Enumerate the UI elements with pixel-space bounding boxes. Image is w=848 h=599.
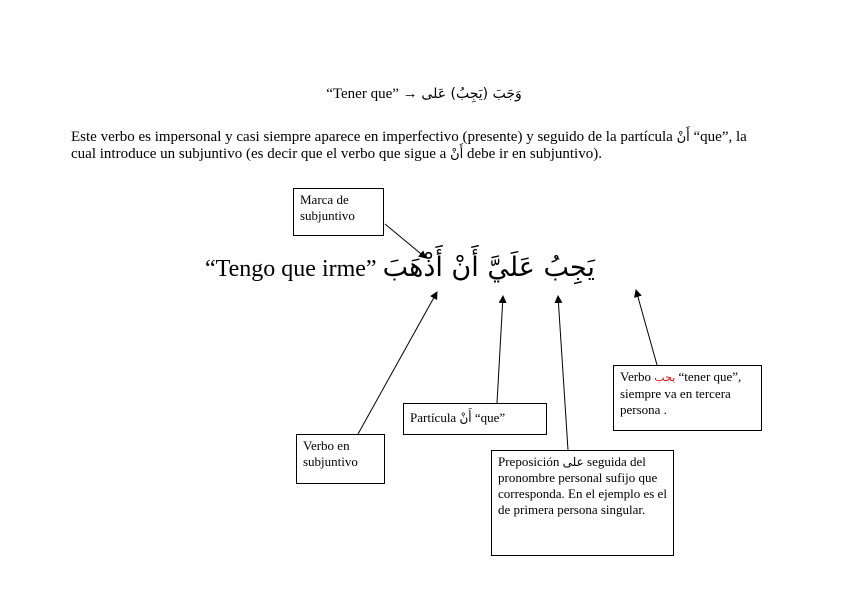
para-an1: أَنْ xyxy=(676,130,690,145)
label-verbo-tener xyxy=(613,365,762,431)
para-part3: debe ir en subjuntivo). xyxy=(463,146,602,162)
particula-b: “que” xyxy=(471,410,506,425)
para-an2: أَنْ xyxy=(450,147,464,162)
arrow-particula xyxy=(497,296,503,403)
verbo-tener-ar: يجب xyxy=(654,371,676,384)
arrow-verbo-tener xyxy=(636,290,657,365)
label-preposicion xyxy=(491,450,674,556)
preposicion-b: seguida del pronombre personal sufijo que corresponda. En el ejemplo es el de primera persona singular. xyxy=(498,454,667,517)
example-arabic: يَجِبُ عَلَيَّ أَنْ أَذْهَبَ xyxy=(382,252,595,283)
example-spanish: “Tengo que irme” xyxy=(205,256,383,282)
label-marca-text: Marca de subjuntivo xyxy=(300,192,355,223)
preposicion-ar: على xyxy=(562,455,584,469)
particula-a: Partícula xyxy=(410,410,460,425)
title-arabic: وَجَبَ (يَجِبُ) عَلى xyxy=(421,86,522,102)
particula-ar: أَنْ xyxy=(459,411,472,425)
title-spanish: “Tener que” → xyxy=(326,86,418,102)
arrow-preposicion xyxy=(558,296,568,450)
para-part1: Este verbo es impersonal y casi siempre aparece en imperfectivo (presente) y seguido de la partícula xyxy=(71,129,677,145)
verbo-subj-text: Verbo en subjuntivo xyxy=(303,438,358,469)
verbo-tener-a: Verbo xyxy=(620,369,655,384)
verbo-tener-b: “tener que”, siempre va en tercera persona . xyxy=(620,369,742,417)
label-particula xyxy=(403,403,547,435)
preposicion-a: Preposición xyxy=(498,454,563,469)
para-part2: “que”, la cual introduce un subjuntivo (es decir que el verbo que sigue a xyxy=(71,129,747,162)
arrow-marca xyxy=(385,224,426,258)
label-verbo-subjuntivo xyxy=(296,434,385,484)
